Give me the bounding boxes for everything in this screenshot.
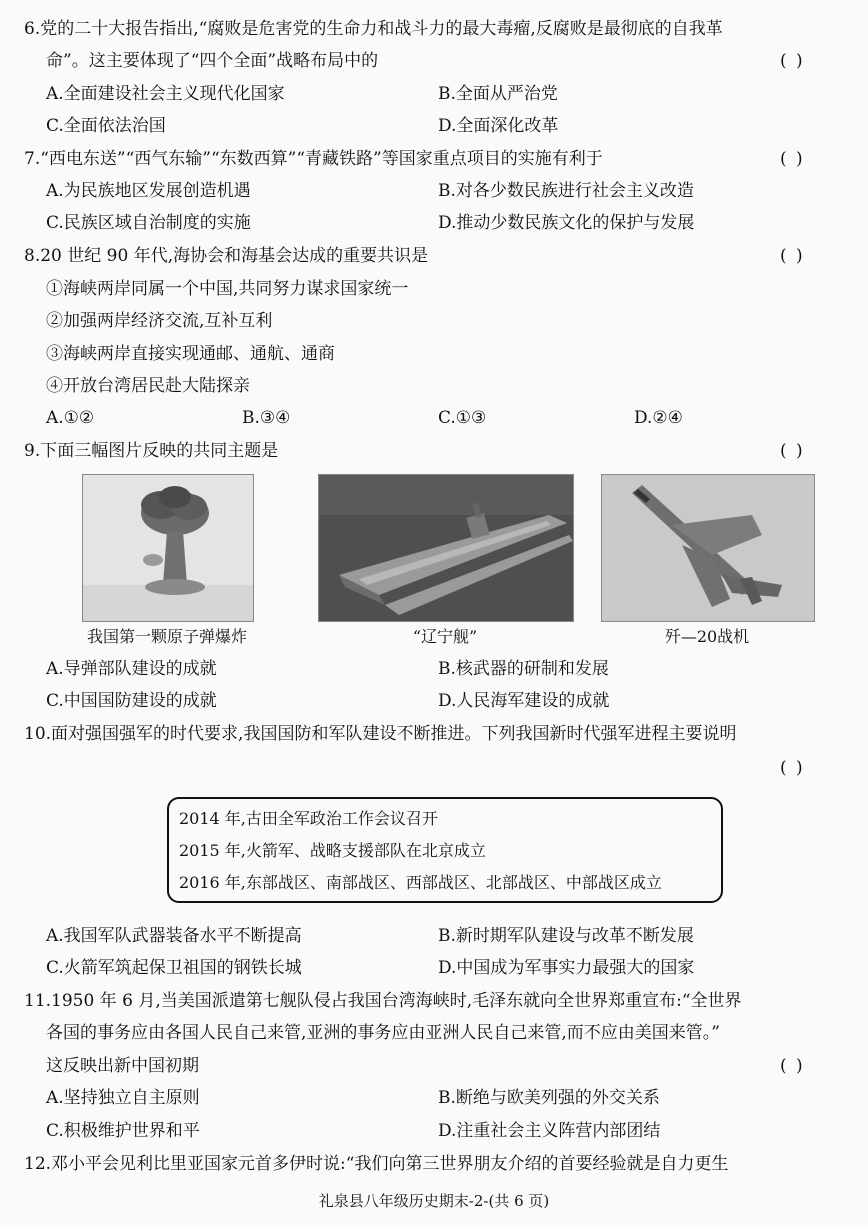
q8-statement-4: ④开放台湾居民赴大陆探亲 (46, 376, 250, 396)
q9-option-c: C.中国国防建设的成就 (46, 691, 217, 711)
q11-stem-line1: 11.1950 年 6 月,当美国派遣第七舰队侵占我国台湾海峡时,毛泽东就向全世界郑重宣布:“全世界 (24, 991, 742, 1011)
liaoning-carrier-photo (318, 474, 574, 622)
q11-option-c: C.积极维护世界和平 (46, 1121, 200, 1141)
q8-statement-3: ③海峡两岸直接实现通邮、通航、通商 (46, 344, 335, 364)
q6-answer-blank: ( ) (780, 51, 805, 71)
q11-option-b: B.断绝与欧美列强的外交关系 (438, 1088, 660, 1108)
j20-fighter-caption: 歼—20战机 (664, 627, 750, 646)
page-footer: 礼泉县八年级历史期末-2-(共 6 页) (318, 1192, 550, 1210)
q11-stem-line2: 各国的事务应由各国人民自己来管,亚洲的事务应由亚洲人民自己来管,而不应由美国来管。” (46, 1023, 720, 1043)
q11-answer-blank: ( ) (780, 1056, 805, 1076)
q6-stem-line2: 命”。这主要体现了“四个全面”战略布局中的 (46, 51, 379, 71)
q7-option-d: D.推动少数民族文化的保护与发展 (438, 213, 695, 233)
q10-option-b: B.新时期军队建设与改革不断发展 (438, 926, 694, 946)
q6-option-b: B.全面从严治党 (438, 84, 558, 104)
q10-option-c: C.火箭军筑起保卫祖国的钢铁长城 (46, 958, 302, 978)
q10-answer-blank: ( ) (780, 758, 805, 778)
q6-option-d: D.全面深化改革 (438, 116, 559, 136)
q10-option-a: A.我国军队武器装备水平不断提高 (46, 926, 302, 946)
q8-option-c: C.①③ (438, 408, 487, 428)
q10-material-2015: 2015 年,火箭军、战略支援部队在北京成立 (179, 841, 486, 860)
q10-material-box (167, 797, 723, 903)
liaoning-carrier-caption: “辽宁舰” (412, 627, 478, 646)
q9-stem: 9.下面三幅图片反映的共同主题是 (24, 441, 279, 461)
q9-option-d: D.人民海军建设的成就 (438, 691, 610, 711)
q7-option-a: A.为民族地区发展创造机遇 (46, 181, 251, 201)
q8-option-b: B.③④ (242, 408, 291, 428)
q7-option-b: B.对各少数民族进行社会主义改造 (438, 181, 694, 201)
q7-option-c: C.民族区域自治制度的实施 (46, 213, 251, 233)
q11-option-d: D.注重社会主义阵营内部团结 (438, 1121, 661, 1141)
q10-material-2016: 2016 年,东部战区、南部战区、西部战区、北部战区、中部战区成立 (179, 873, 662, 892)
q9-option-b: B.核武器的研制和发展 (438, 659, 609, 679)
atomic-bomb-photo (82, 474, 254, 622)
q8-option-d: D.②④ (634, 408, 683, 428)
q8-statement-1: ①海峡两岸同属一个中国,共同努力谋求国家统一 (46, 279, 409, 299)
q8-stem: 8.20 世纪 90 年代,海协会和海基会达成的重要共识是 (24, 246, 429, 266)
q9-option-a: A.导弹部队建设的成就 (46, 659, 217, 679)
q12-stem: 12.邓小平会见利比里亚国家元首多伊时说:“我们向第三世界朋友介绍的首要经验就是自力更生 (24, 1154, 729, 1174)
q6-option-a: A.全面建设社会主义现代化国家 (46, 84, 285, 104)
q7-answer-blank: ( ) (780, 149, 805, 169)
q11-option-a: A.坚持独立自主原则 (46, 1088, 200, 1108)
q7-stem: 7.“西电东送”“西气东输”“东数西算”“青藏铁路”等国家重点项目的实施有利于 (24, 149, 603, 169)
q10-material-2014: 2014 年,古田全军政治工作会议召开 (179, 809, 438, 828)
q10-option-d: D.中国成为军事实力最强大的国家 (438, 958, 695, 978)
q8-option-a: A.①② (46, 408, 95, 428)
q8-statement-2: ②加强两岸经济交流,互补互利 (46, 311, 273, 331)
j20-fighter-photo (601, 474, 815, 622)
atomic-bomb-caption: 我国第一颗原子弹爆炸 (86, 627, 247, 646)
q8-answer-blank: ( ) (780, 246, 805, 266)
q10-stem: 10.面对强国强军的时代要求,我国国防和军队建设不断推进。下列我国新时代强军进程主要说明 (24, 724, 737, 744)
q6-stem-line1: 6.党的二十大报告指出,“腐败是危害党的生命力和战斗力的最大毒瘤,反腐败是最彻底的自我革 (24, 19, 723, 39)
q6-option-c: C.全面依法治国 (46, 116, 166, 136)
q11-stem-line3: 这反映出新中国初期 (46, 1056, 199, 1076)
q9-answer-blank: ( ) (780, 441, 805, 461)
